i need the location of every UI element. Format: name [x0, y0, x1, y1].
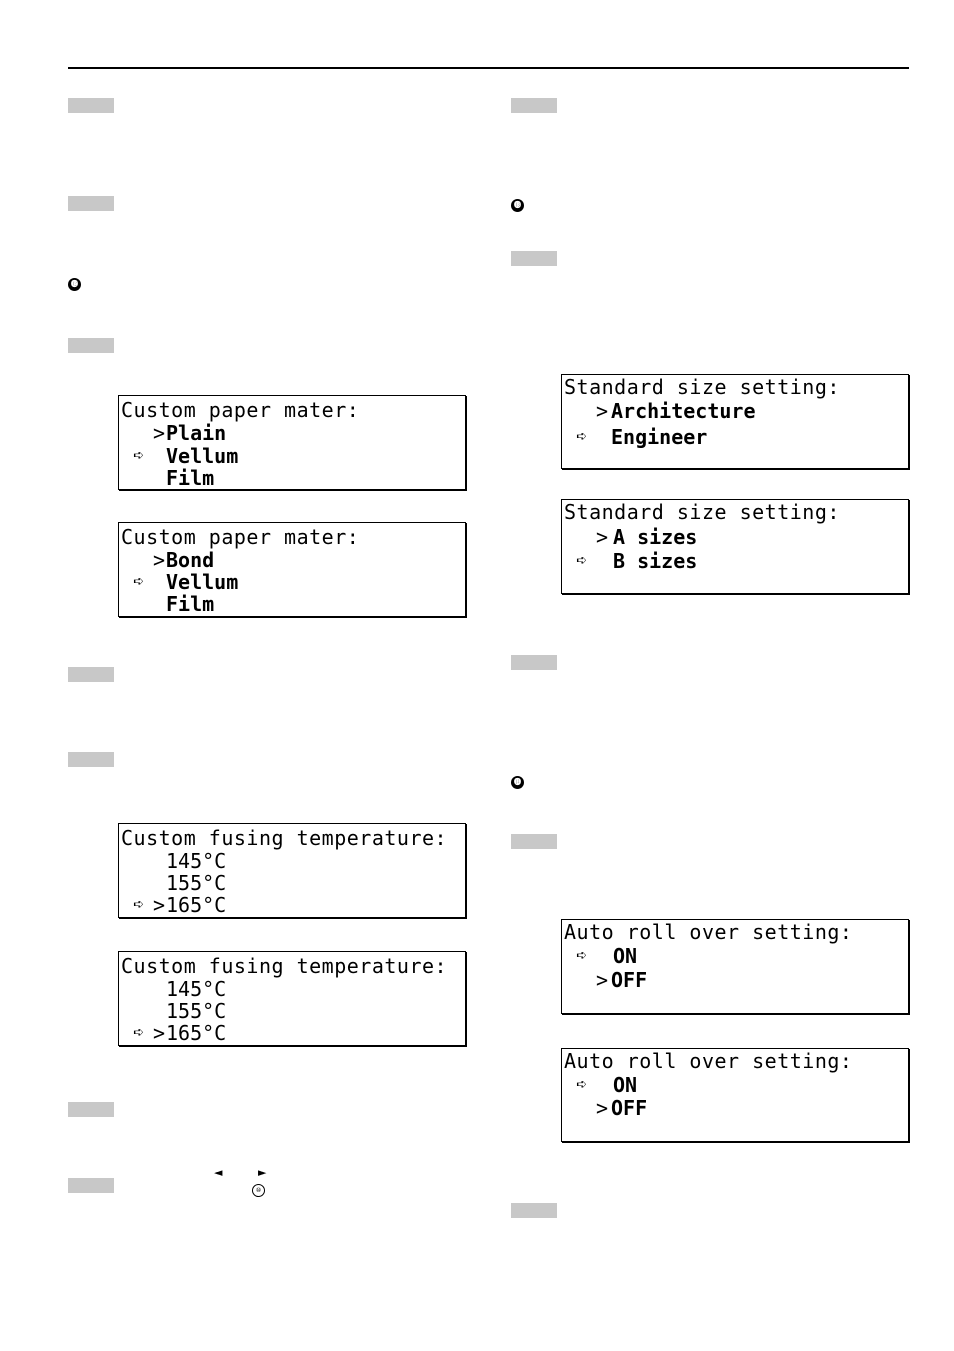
- lcd-standard-size-setting-2: [561, 499, 909, 594]
- lcd-custom-paper-material-1: [118, 395, 466, 490]
- cursor-icon: >: [153, 893, 166, 917]
- lcd-title: Auto roll over setting:: [564, 1049, 853, 1073]
- cursor-icon: >: [596, 399, 609, 423]
- step-marker: [68, 1102, 114, 1117]
- lcd-option: A sizes: [613, 525, 698, 549]
- step-marker: [511, 834, 557, 849]
- selector-arrow-icon: ➪: [133, 894, 144, 915]
- selector-arrow-icon: ➪: [133, 445, 144, 466]
- circled-number-12-icon: ⓬: [68, 278, 81, 291]
- step-marker: [68, 667, 114, 682]
- lcd-option: 155°C: [166, 999, 227, 1023]
- lcd-standard-size-setting-1: [561, 374, 909, 469]
- lcd-auto-roll-over-setting-2: [561, 1048, 909, 1142]
- cursor-icon: >: [153, 1021, 166, 1045]
- cursor-icon: >: [596, 525, 609, 549]
- lcd-option: 165°C: [166, 1021, 227, 1045]
- lcd-option: OFF: [611, 1096, 648, 1120]
- header-rule: [68, 67, 909, 69]
- lcd-option: B sizes: [613, 549, 698, 573]
- step-marker: [511, 655, 557, 670]
- step-marker: [68, 752, 114, 767]
- step-marker: [68, 98, 114, 113]
- lcd-title: Custom paper mater:: [121, 525, 360, 549]
- selector-arrow-icon: ➪: [576, 426, 587, 447]
- circled-number-13-icon: ⓭: [511, 199, 524, 212]
- lcd-custom-fusing-temperature-2: [118, 951, 466, 1046]
- lcd-option: 145°C: [166, 977, 227, 1001]
- lcd-option: Vellum: [166, 444, 239, 468]
- selector-arrow-icon: ➪: [133, 1022, 144, 1043]
- lcd-option: Architecture: [611, 399, 756, 423]
- lcd-title: Standard size setting:: [564, 375, 840, 399]
- lcd-option: OFF: [611, 968, 648, 992]
- step-marker: [511, 1203, 557, 1218]
- circled-number-14-icon: ⓮: [511, 776, 524, 789]
- lcd-option: Vellum: [166, 570, 239, 594]
- lcd-custom-paper-material-2: [118, 522, 466, 617]
- lcd-auto-roll-over-setting-1: [561, 919, 909, 1014]
- lcd-option: ON: [613, 1073, 638, 1097]
- selector-arrow-icon: ➪: [576, 550, 587, 571]
- lcd-title: Custom paper mater:: [121, 398, 360, 422]
- left-arrow-key-icon: ◄: [214, 1166, 223, 1179]
- right-arrow-key-icon: ►: [258, 1166, 267, 1179]
- step-marker: [511, 98, 557, 113]
- selector-arrow-icon: ➪: [576, 1074, 587, 1095]
- step-marker: [68, 338, 114, 353]
- lcd-title: Standard size setting:: [564, 500, 840, 524]
- selector-arrow-icon: ➪: [576, 945, 587, 966]
- lcd-option: Engineer: [611, 425, 708, 449]
- lcd-option: Bond: [166, 548, 215, 572]
- selector-arrow-icon: ➪: [133, 571, 144, 592]
- lcd-option: Plain: [166, 421, 227, 445]
- cursor-icon: >: [153, 421, 166, 445]
- cursor-icon: >: [596, 968, 609, 992]
- circled-number-10-icon: ⑩: [252, 1184, 265, 1197]
- step-marker: [68, 196, 114, 211]
- step-marker: [511, 251, 557, 266]
- lcd-option: 155°C: [166, 871, 227, 895]
- lcd-title: Custom fusing temperature:: [121, 826, 448, 850]
- lcd-title: Auto roll over setting:: [564, 920, 853, 944]
- cursor-icon: >: [153, 548, 166, 572]
- lcd-option: Film: [166, 466, 215, 490]
- step-marker: [68, 1178, 114, 1193]
- lcd-option: 145°C: [166, 849, 227, 873]
- lcd-option: Film: [166, 592, 215, 616]
- lcd-option: ON: [613, 944, 638, 968]
- cursor-icon: >: [596, 1096, 609, 1120]
- lcd-custom-fusing-temperature-1: [118, 823, 466, 918]
- lcd-option: 165°C: [166, 893, 227, 917]
- lcd-title: Custom fusing temperature:: [121, 954, 448, 978]
